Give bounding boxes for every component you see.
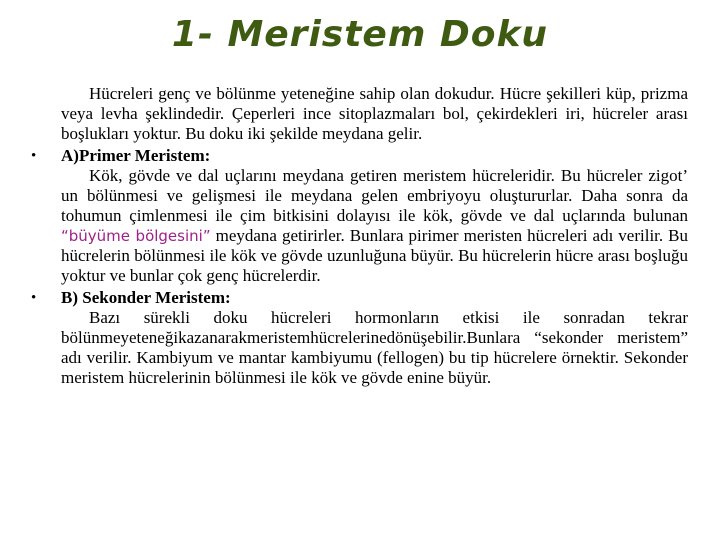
sekonder-heading: B) Sekonder Meristem: [61, 288, 231, 307]
primer-text-before: Kök, gövde ve dal uçlarını meydana getiren meristem hücreleridir. Bu hücreler zigot’ un bölünmesi ve gelişmesi ile meydana gelen embriyoyu oluştururlar. Daha sonra da tohumun çimlenmesi ile çim bitkisini dolayısı ile kök, gövde ve dal uçlarında bulunan [61, 166, 688, 225]
page-title: 1- Meristem Doku [171, 14, 549, 55]
bullet-icon: • [31, 148, 37, 164]
intro-paragraph: Hücreleri genç ve bölünme yeteneğine sahip olan dokudur. Hücre şekilleri küp, prizma veya levha şeklindedir. Çeperleri ince sitoplazmaları bol, çekirdekleri iri, hücreler arası boşlukları yoktur. Bu doku iki şekilde meydana gelir. [61, 84, 688, 143]
primer-heading-row [31, 146, 720, 166]
sekonder-paragraph: Bazı sürekli doku hücreleri hormonların etkisi ile sonradan tekrar bölünmeyeteneğikazanarakmeristemhücrelerinedönüşebilir.Bunlara “sekonder meristem” adı verilir. Kambiyum ve mantar kambiyumu (fellogen) bu tip hücrelere örnektir. Sekonder meristem hücrelerinin bölünmesi ile kök ve gövde enine büyür. [61, 308, 688, 387]
growth-zone-highlight: “büyüme bölgesini” [61, 227, 211, 245]
bullet-icon: • [31, 290, 37, 306]
primer-text-after: meydana getirirler. Bunlara pirimer meristen hücreleri adı verilir. Bu hücrelerin bölünmesi ile kök ve gövde uzunluğuna büyür. Bu hücrelerin hücre arası boşluğu yoktur ve bunlar çok genç hücrelerdir. [61, 226, 688, 285]
primer-paragraph [61, 166, 688, 286]
primer-heading: A)Primer Meristem: [61, 146, 211, 165]
sekonder-heading-row [31, 288, 720, 308]
document-body [0, 84, 720, 388]
